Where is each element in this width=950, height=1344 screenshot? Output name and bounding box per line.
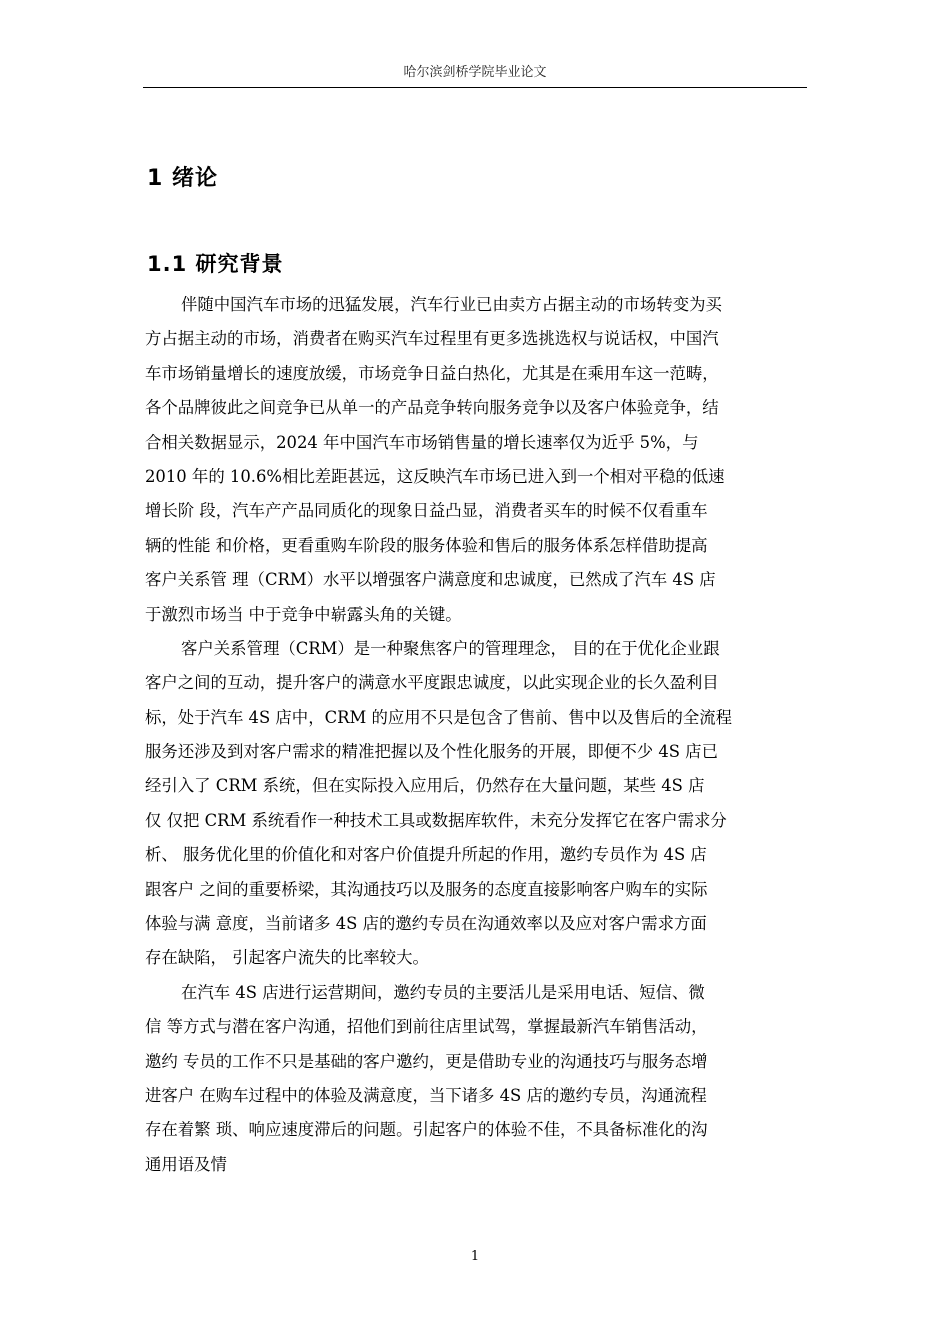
- paragraph-line: 方占据主动的市场，消费者在购买汽车过程里有更多选挑选权与说话权，中国汽: [145, 329, 719, 349]
- paragraph-line: 存在缺陷， 引起客户流失的比率较大。: [145, 948, 429, 968]
- paragraph-line: 析、 服务优化里的价值化和对客户价值提升所起的作用，邀约专员作为 4S 店: [145, 845, 707, 865]
- paragraph-line: 经引入了 CRM 系统，但在实际投入应用后，仍然存在大量问题，某些 4S 店: [145, 776, 705, 796]
- page-number: 1: [470, 1249, 480, 1264]
- paragraph-line: 客户关系管 理（CRM）水平以增强客户满意度和忠诚度，已然成了汽车 4S 店: [145, 570, 716, 590]
- running-header: 哈尔滨剑桥学院毕业论文: [403, 65, 547, 80]
- chapter-title: 1 绪论: [147, 166, 218, 191]
- paragraph-line: 存在着繁 琐、响应速度滞后的问题。引起客户的体验不佳，不具备标准化的沟: [145, 1120, 708, 1140]
- paragraph-line: 各个品牌彼此之间竞争已从单一的产品竞争转向服务竞争以及客户体验竞争，结: [145, 398, 719, 418]
- paragraph-line: 在汽车 4S 店进行运营期间，邀约专员的主要活儿是采用电话、短信、微: [181, 982, 705, 1002]
- paragraph-line: 客户关系管理（CRM）是一种聚焦客户的管理理念， 目的在于优化企业跟: [181, 638, 720, 658]
- body-text: [145, 288, 813, 1182]
- paragraph-line: 车市场销量增长的速度放缓，市场竞争日益白热化，尤其是在乘用车这一范畴，: [145, 363, 719, 383]
- paragraph-line: 邀约 专员的工作不只是基础的客户邀约，更是借助专业的沟通技巧与服务态增: [145, 1051, 708, 1071]
- paragraph-line: 于激烈市场当 中于竞争中崭露头角的关键。: [145, 604, 462, 624]
- header-divider: [143, 87, 807, 88]
- paragraph-line: 服务还涉及到对客户需求的精准把握以及个性化服务的开展，即便不少 4S 店已: [145, 742, 718, 762]
- paragraph-line: 仅 仅把 CRM 系统看作一种技术工具或数据库软件，未充分发挥它在客户需求分: [145, 810, 727, 830]
- paragraph-line: 信 等方式与潜在客户沟通，招他们到前往店里试驾，掌握最新汽车销售活动，: [145, 1017, 708, 1037]
- paragraph-line: 辆的性能 和价格，更看重购车阶段的服务体验和售后的服务体系怎样借助提高: [145, 535, 708, 555]
- paragraph-line: 合相关数据显示，2024 年中国汽车市场销售量的增长速率仅为近乎 5%，与: [145, 432, 699, 452]
- paragraph-line: 通用语及情: [145, 1154, 227, 1174]
- paragraph-line: 客户之间的互动，提升客户的满意水平度跟忠诚度，以此实现企业的长久盈利目: [145, 673, 719, 693]
- paragraph-line: 标，处于汽车 4S 店中，CRM 的应用不只是包含了售前、售中以及售后的全流程: [145, 707, 733, 727]
- paragraph-line: 跟客户 之间的重要桥梁，其沟通技巧以及服务的态度直接影响客户购车的实际: [145, 879, 708, 899]
- section-title: 1.1 研究背景: [147, 252, 284, 276]
- paragraph-line: 伴随中国汽车市场的迅猛发展，汽车行业已由卖方占据主动的市场转变为买: [181, 295, 722, 314]
- paragraph-line: 体验与满 意度，当前诸多 4S 店的邀约专员在沟通效率以及应对客户需求方面: [145, 914, 707, 934]
- paragraph-line: 增长阶 段，汽车产产品同质化的现象日益凸显，消费者买车的时候不仅看重车: [145, 501, 708, 521]
- paragraph-line: 进客户 在购车过程中的体验及满意度，当下诸多 4S 店的邀约专员，沟通流程: [145, 1085, 707, 1105]
- paragraph-line: 2010 年的 10.6%相比差距甚远，这反映汽车市场已进入到一个相对平稳的低速: [145, 466, 725, 486]
